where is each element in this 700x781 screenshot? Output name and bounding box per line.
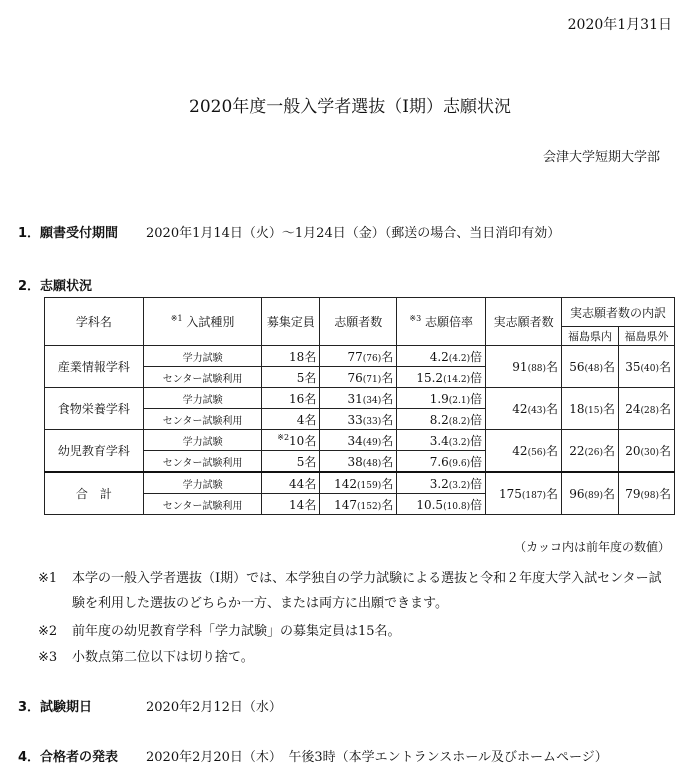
quota-cell: 18名 [262,346,320,367]
dept-cell: 産業情報学科 [45,346,144,388]
ratio-cell: 4.2(4.2)倍 [397,346,486,367]
ratio-cell: 7.6(9.6)倍 [397,451,486,473]
type-cell: センター試験利用 [143,494,262,515]
type-cell: 学力試験 [143,472,262,494]
table-row [45,388,675,409]
quota-cell: 5名 [262,451,320,473]
type-cell: 学力試験 [143,388,262,409]
fukushima-out-cell: 20(30)名 [619,430,675,473]
type-cell: 学力試験 [143,430,262,451]
application-status-table [44,297,675,515]
quota-cell: 4名 [262,409,320,430]
applicants-cell: 76(71)名 [320,367,397,388]
fukushima-out-cell: 35(40)名 [619,346,675,388]
applicants-cell: 142(159)名 [320,472,397,494]
table-row [45,430,675,451]
table-header-row [45,298,675,327]
type-cell: センター試験利用 [143,451,262,473]
header-fukushima-out: 福島県外 [619,327,675,346]
applicants-cell: 77(76)名 [320,346,397,367]
fukushima-in-cell: 96(89)名 [562,472,619,515]
actual-cell: 175(187)名 [486,472,562,515]
section-2-label: 2．志願状況 [18,279,93,294]
organization-name: 会津大学短期大学部 [542,150,660,165]
header-ratio: $^{※3}$ 志願倍率 [397,298,486,346]
header-dept: 学科名 [45,298,144,346]
fukushima-in-cell: 18(15)名 [562,388,619,430]
fukushima-out-cell: 24(28)名 [619,388,675,430]
header-applicants: 志願者数 [320,298,397,346]
applicants-cell: 34(49)名 [320,430,397,451]
table-row [45,346,675,367]
section-4-value: 2020年2月20日（木） 午後3時（本学エントランスホール及びホームページ） [146,750,608,765]
ratio-cell: 1.9(2.1)倍 [397,388,486,409]
page-title: 2020年度一般入学者選抜（Ⅰ期）志願状況 [189,97,511,117]
section-3-label: 3．試験期日 [18,700,93,715]
ratio-cell: 10.5(10.8)倍 [397,494,486,515]
quota-cell: 14名 [262,494,320,515]
actual-cell: 42(56)名 [486,430,562,473]
ratio-cell: 3.2(3.2)倍 [397,472,486,494]
type-cell: センター試験利用 [143,367,262,388]
note-1: ※1 本学の一般入学者選抜（Ⅰ期）では、本学独自の学力試験による選抜と令和２年度大学入試センター試 [38,571,662,586]
table-row-total [45,472,675,494]
actual-cell: 42(43)名 [486,388,562,430]
quota-cell: 16名 [262,388,320,409]
quota-cell: 5名 [262,367,320,388]
header-type: $^{※1}$ 入試種別 [143,298,262,346]
dept-cell: 食物栄養学科 [45,388,144,430]
actual-cell: 91(88)名 [486,346,562,388]
quota-cell: $^{※2}$10名 [262,430,320,451]
header-quota: 募集定員 [262,298,320,346]
type-cell: センター試験利用 [143,409,262,430]
ratio-cell: 15.2(14.2)倍 [397,367,486,388]
applicants-cell: 147(152)名 [320,494,397,515]
header-breakdown: 実志願者数の内訳 [562,298,675,327]
fukushima-in-cell: 22(26)名 [562,430,619,473]
section-3-value: 2020年2月12日（水） [146,700,282,715]
dept-cell: 幼児教育学科 [45,430,144,473]
applicants-cell: 38(48)名 [320,451,397,473]
fukushima-in-cell: 56(48)名 [562,346,619,388]
note-3: ※3 小数点第二位以下は切り捨て。 [38,650,254,665]
type-cell: 学力試験 [143,346,262,367]
fukushima-out-cell: 79(98)名 [619,472,675,515]
applicants-cell: 33(33)名 [320,409,397,430]
quota-cell: 44名 [262,472,320,494]
section-4-label: 4．合格者の発表 [18,750,119,765]
note-2: ※2 前年度の幼児教育学科「学力試験」の募集定員は15名。 [38,624,401,639]
applicants-cell: 31(34)名 [320,388,397,409]
note-1-continued: 験を利用した選抜のどちらか一方、または両方に出願できます。 [72,596,448,611]
ratio-cell: 3.4(3.2)倍 [397,430,486,451]
document-date: 2020年1月31日 [567,17,672,33]
header-actual: 実志願者数 [486,298,562,346]
ratio-cell: 8.2(8.2)倍 [397,409,486,430]
section-1-value: 2020年1月14日（火）～1月24日（金）（郵送の場合、当日消印有効） [146,226,561,241]
table-caption: （カッコ内は前年度の数値） [514,540,670,554]
dept-cell: 合 計 [45,472,144,515]
header-fukushima-in: 福島県内 [562,327,619,346]
section-1-label: 1．願書受付期間 [18,226,119,241]
